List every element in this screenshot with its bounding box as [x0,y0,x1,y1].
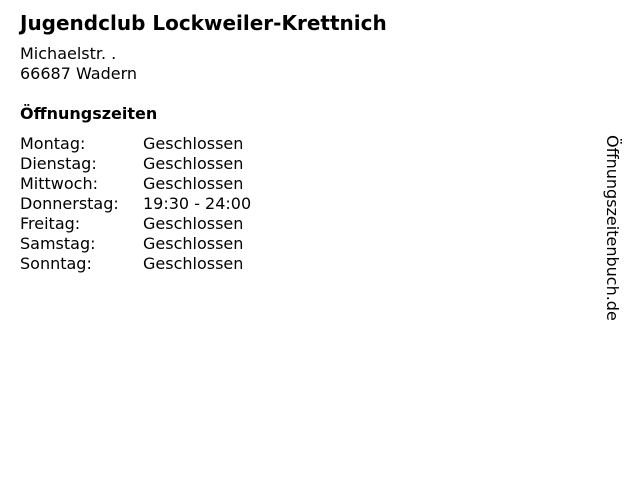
time-value: Geschlossen [143,154,244,173]
time-value: Geschlossen [143,214,244,233]
time-value: Geschlossen [143,174,244,193]
time-value: Geschlossen [143,134,244,153]
day-label: Montag: [20,134,86,153]
hours-row-saturday [20,234,251,254]
business-address [20,44,137,84]
hours-row-thursday [20,194,251,214]
day-label: Sonntag: [20,254,92,273]
opening-hours-table [20,134,251,274]
day-label: Mittwoch: [20,174,98,193]
postal-city: 66687 Wadern [20,64,138,83]
day-label: Dienstag: [20,154,97,173]
site-credit-vertical: Öffnungszeitenbuch.de [603,135,622,321]
time-value: Geschlossen [143,234,244,253]
day-label: Samstag: [20,234,96,253]
time-value: 19:30 - 24:00 [143,194,252,213]
hours-row-tuesday [20,154,251,174]
hours-row-monday [20,134,251,154]
time-value: Geschlossen [143,254,244,273]
opening-hours-heading: Öffnungszeiten [20,104,158,123]
day-label: Freitag: [20,214,81,233]
business-name: Jugendclub Lockweiler-Krettnich [20,11,387,35]
street-address: Michaelstr. . [20,44,117,63]
hours-row-wednesday [20,174,251,194]
day-label: Donnerstag: [20,194,119,213]
hours-row-sunday [20,254,251,274]
hours-row-friday [20,214,251,234]
